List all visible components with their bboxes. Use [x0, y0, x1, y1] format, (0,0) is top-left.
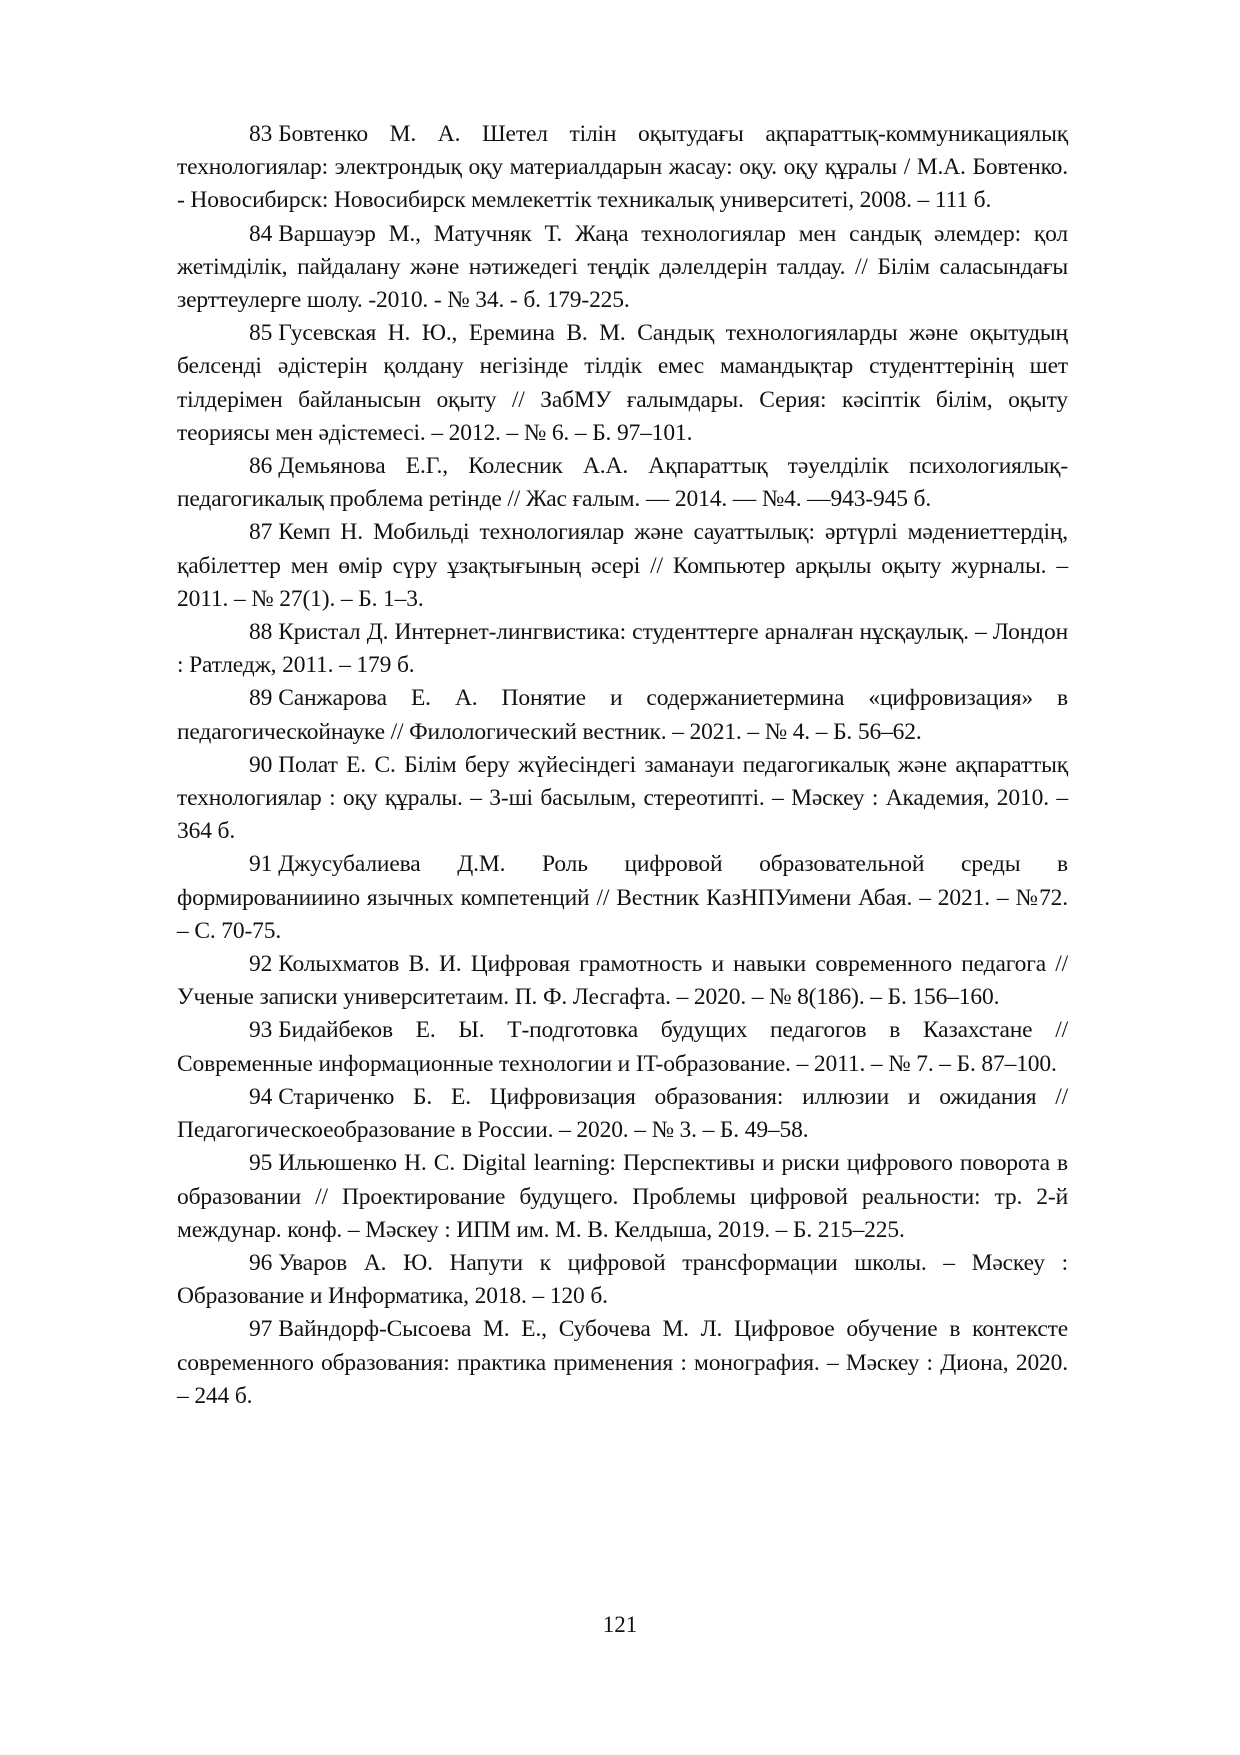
reference-number: 84 [249, 220, 273, 247]
reference-number: 83 [249, 121, 273, 147]
reference-item [177, 118, 1068, 218]
reference-number: 90 [249, 751, 273, 778]
reference-number: 96 [249, 1249, 273, 1276]
reference-item [177, 1147, 1068, 1247]
reference-text: Джусубалиева Д.М. Роль цифровой образовательной среды в формированииино язычных компетенций // Вестник КазНПУимени Абая. – 2021. – №72. – С. 70-75. [177, 851, 1068, 944]
reference-number: 95 [249, 1150, 273, 1177]
reference-item [177, 948, 1068, 1014]
reference-text: Демьянова Е.Г., Колесник А.А. Ақпараттық тәуелділік психологиялық-педагогикалық проблема ретінде // Жас ғалым. — 2014. — №4. —943-945 б. [177, 453, 1068, 513]
reference-number: 94 [249, 1083, 273, 1110]
reference-text: Кемп Н. Мобильді технологиялар және сауаттылық: әртүрлі мәдениеттердің, қабілеттер мен өмір сүру ұзақтығының әсері // Компьютер арқылы оқыту журналы. – 2011. – № 27(1). – Б. 1–3. [177, 519, 1068, 612]
reference-number: 89 [249, 685, 273, 712]
reference-text: Вайндорф-Сысоева М. Е., Субочева М. Л. Цифровое обучение в контексте современного образования: практика применения : монография. – Мәскеу : Диона, 2020. – 244 б. [177, 1316, 1068, 1409]
reference-item [177, 317, 1068, 450]
reference-item [177, 848, 1068, 948]
reference-text: Колыхматов В. И. Цифровая грамотность и навыки современного педагога // Ученые записки университетаим. П. Ф. Лесгафта. – 2020. – № 8(186). – Б. 156–160. [177, 951, 1068, 1011]
reference-text: Гусевская Н. Ю., Еремина В. М. Сандық технологияларды және оқытудың белсенді әдістерін қолдану негізінде тілдік емес мамандықтар студенттерінің шет тілдерімен байланысын оқыту // ЗабМУ ғалымдары. Серия: кәсіптік білім, оқыту теориясы мен әдістемесі. – 2012. – № 6. – Б. 97–101. [177, 320, 1068, 446]
reference-item [177, 1313, 1068, 1413]
reference-text: Санжарова Е. А. Понятие и содержаниетермина «цифровизация» в педагогическойнауке // Филологический вестник. – 2021. – № 4. – Б. 56–62. [177, 685, 1068, 745]
reference-item [177, 616, 1068, 682]
reference-text: Полат Е. С. Білім беру жүйесіндегі заманауи педагогикалық және ақпараттық технологиялар : оқу құралы. – 3-ші басылым, стереотипті. – Мәскеу : Академия, 2010. – 364 б. [177, 751, 1068, 845]
reference-text: Уваров А. Ю. Напути к цифровой трансформации школы. – Мәскеу : Образование и Информатика, 2018. – 120 б. [177, 1249, 1068, 1310]
reference-item [177, 682, 1068, 748]
reference-number: 86 [249, 453, 273, 480]
reference-item [177, 516, 1068, 616]
reference-number: 92 [249, 951, 273, 978]
reference-item [177, 450, 1068, 516]
reference-text: Стариченко Б. Е. Цифровизация образования: иллюзии и ожидания // Педагогическоеобразование в России. – 2020. – № 3. – Б. 49–58. [177, 1083, 1068, 1144]
page-number: 121 [602, 1612, 638, 1637]
reference-number: 97 [249, 1316, 273, 1343]
reference-text: Бовтенко М. А. Шетел тілін оқытудағы ақпараттық-коммуникациялық технологиялар: электрондық оқу материалдарын жасау: оқу. оқу құралы / М.А. Бовтенко. - Новосибирск: Новосибирск мемлекеттік техникалық университеті, 2008. – 111 б. [177, 121, 1068, 214]
reference-text: Кристал Д. Интернет-лингвистика: студенттерге арналған нұсқаулық. – Лондон : Ратледж, 2011. – 179 б. [177, 619, 1068, 679]
reference-item [177, 1014, 1068, 1080]
reference-number: 88 [249, 619, 273, 646]
reference-list [177, 118, 1068, 1413]
reference-text: Ильюшенко Н. С. Digital learning: Перспективы и риски цифрового поворота в образовании // Проектирование будущего. Проблемы цифровой реальности: тр. 2-й междунар. конф. – Мәскеу : ИПМ им. М. В. Келдыша, 2019. – Б. 215–225. [177, 1150, 1068, 1243]
reference-item [177, 1247, 1068, 1313]
reference-number: 87 [249, 519, 273, 546]
reference-text: Варшауэр М., Матучняк Т. Жаңа технологиялар мен сандық әлемдер: қол жетімділік, пайдалану және нәтижедегі теңдік дәлелдерін талдау. // Білім саласындағы зерттеулерге шолу. -2010. - № 34. - б. 179-225. [177, 220, 1068, 314]
reference-item [177, 749, 1068, 849]
reference-number: 93 [249, 1017, 273, 1044]
reference-number: 91 [249, 851, 273, 878]
reference-item [177, 1081, 1068, 1147]
reference-item [177, 218, 1068, 318]
reference-text: Бидайбеков Е. Ы. Т-подготовка будущих педагогов в Казахстане // Современные информационные технологии и IT-образование. – 2011. – № 7. – Б. 87–100. [177, 1017, 1068, 1077]
reference-number: 85 [249, 320, 273, 347]
